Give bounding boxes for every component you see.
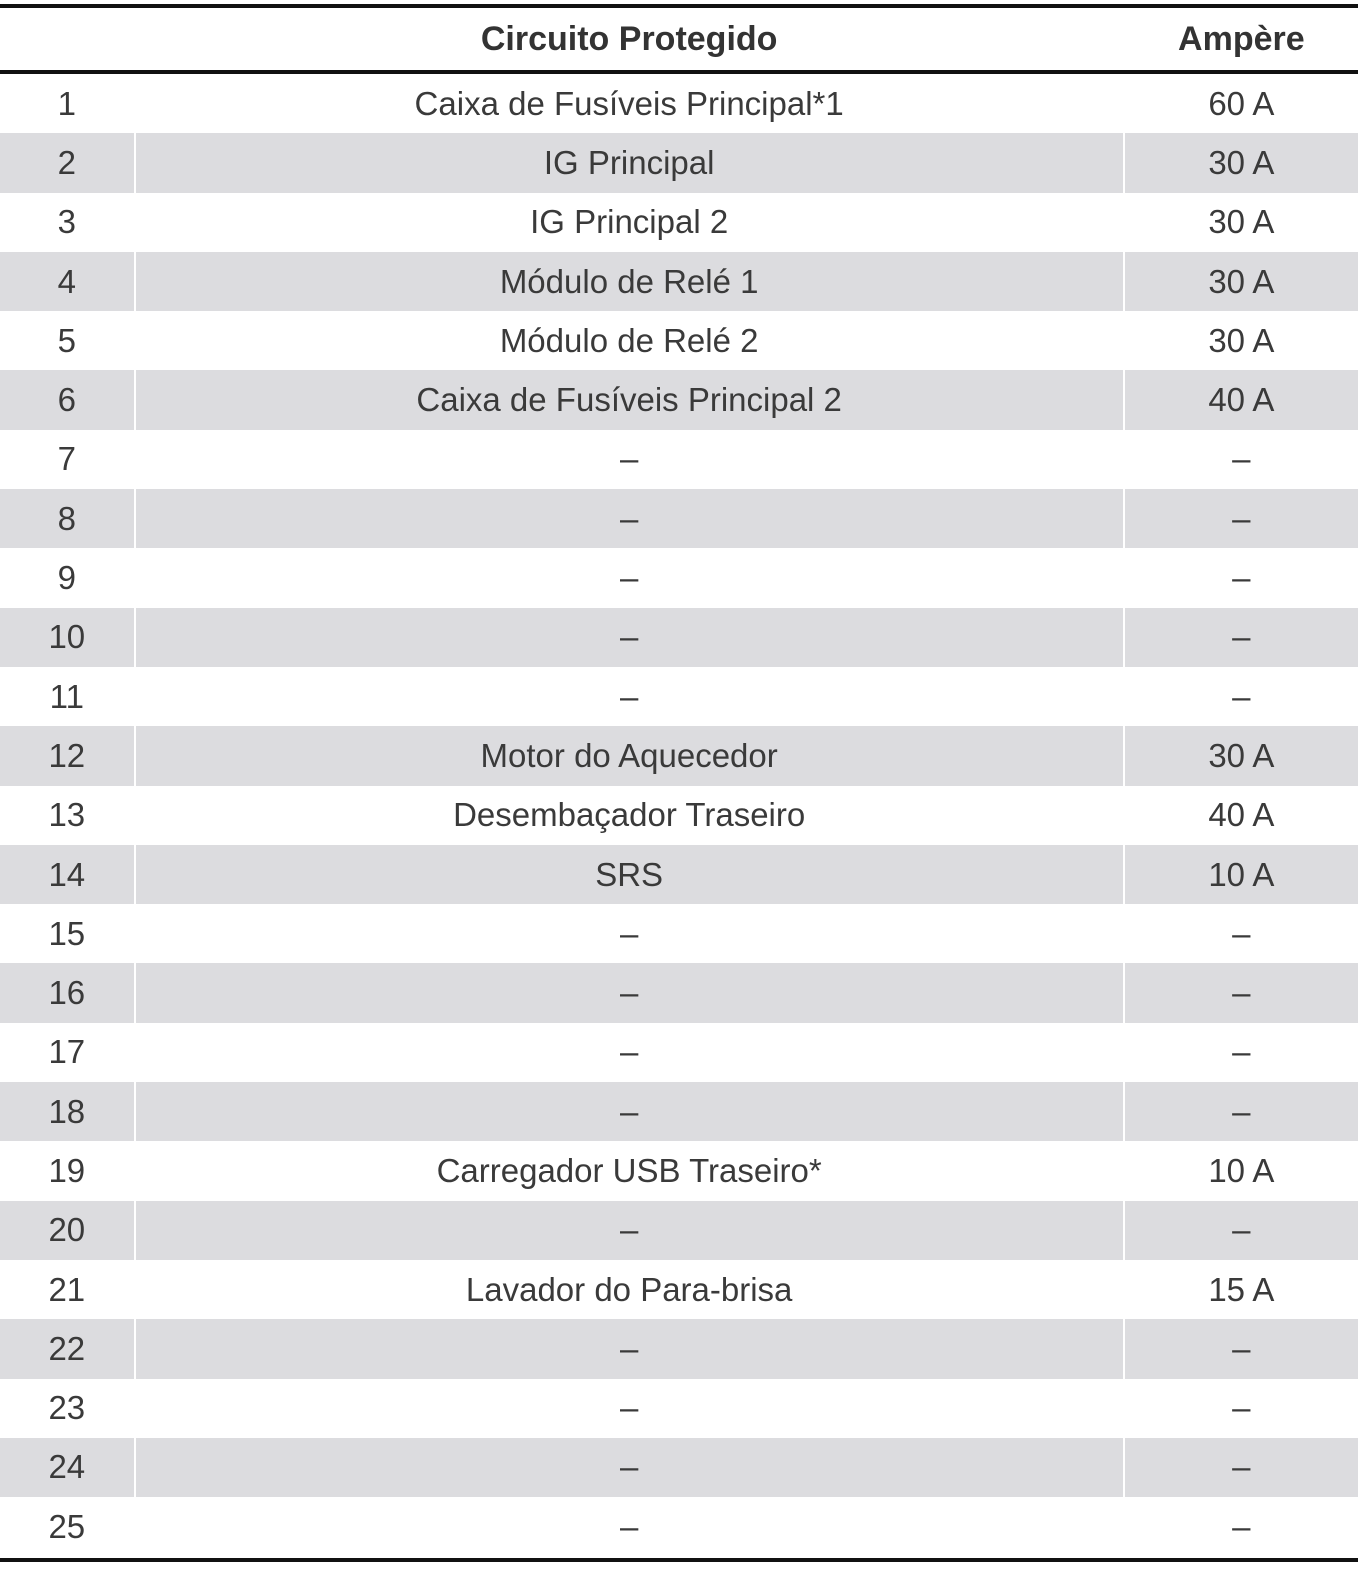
fuse-number: 10 xyxy=(48,618,86,656)
protected-circuit: – xyxy=(619,914,639,952)
table-row xyxy=(0,726,1358,785)
fuse-number: 9 xyxy=(57,559,76,597)
ampere-rating: – xyxy=(1232,1092,1251,1130)
protected-circuit: SRS xyxy=(595,855,664,893)
ampere-rating: 10 A xyxy=(1208,1151,1275,1189)
ampere-rating: 30 A xyxy=(1208,321,1275,359)
fuse-number: 16 xyxy=(48,974,86,1012)
table-row xyxy=(0,904,1358,963)
protected-circuit: Motor do Aquecedor xyxy=(480,736,778,774)
ampere-rating: – xyxy=(1232,618,1251,656)
table-row xyxy=(0,548,1358,607)
protected-circuit: Lavador do Para-brisa xyxy=(465,1270,793,1308)
table-row xyxy=(0,786,1358,845)
ampere-rating: – xyxy=(1232,1329,1251,1367)
ampere-rating: – xyxy=(1232,440,1251,478)
protected-circuit: – xyxy=(619,559,639,597)
table-row xyxy=(0,1141,1358,1200)
ampere-rating: – xyxy=(1232,1448,1251,1486)
ampere-rating: – xyxy=(1232,677,1251,715)
table-row xyxy=(0,370,1358,429)
fuse-number: 7 xyxy=(57,440,76,478)
fuse-number: 20 xyxy=(48,1211,86,1249)
protected-circuit: – xyxy=(619,677,639,715)
table-header-row xyxy=(0,8,1358,70)
ampere-rating: – xyxy=(1232,499,1251,537)
fuse-number: 4 xyxy=(57,262,76,300)
ampere-rating: 30 A xyxy=(1208,203,1275,241)
table-row xyxy=(0,1023,1358,1082)
protected-circuit: – xyxy=(619,974,639,1012)
table-row xyxy=(0,1319,1358,1378)
table-row xyxy=(0,845,1358,904)
ampere-rating: 15 A xyxy=(1208,1270,1275,1308)
header-circuit: Circuito Protegido xyxy=(480,19,778,58)
table-body xyxy=(0,74,1358,1556)
fuse-number: 1 xyxy=(57,84,76,122)
table-row xyxy=(0,133,1358,192)
table-row xyxy=(0,74,1358,133)
fuse-number: 12 xyxy=(48,736,86,774)
ampere-rating: 30 A xyxy=(1208,262,1275,300)
fuse-number: 18 xyxy=(48,1092,86,1130)
fuse-number: 21 xyxy=(48,1270,86,1308)
protected-circuit: Módulo de Relé 2 xyxy=(499,321,759,359)
ampere-rating: 30 A xyxy=(1208,736,1275,774)
protected-circuit: IG Principal 2 xyxy=(530,203,729,241)
fuse-number: 15 xyxy=(48,914,86,952)
fuse-number: 8 xyxy=(57,499,76,537)
table-row xyxy=(0,1260,1358,1319)
table-row xyxy=(0,430,1358,489)
fuse-number: 3 xyxy=(57,203,76,241)
fuse-number: 17 xyxy=(48,1033,86,1071)
fuse-number: 11 xyxy=(49,677,84,715)
protected-circuit: – xyxy=(619,1389,639,1427)
ampere-rating: – xyxy=(1232,914,1251,952)
protected-circuit: – xyxy=(619,1211,639,1249)
table-row xyxy=(0,311,1358,370)
protected-circuit: – xyxy=(619,1448,639,1486)
ampere-rating: 60 A xyxy=(1208,84,1275,122)
fuse-number: 22 xyxy=(48,1329,86,1367)
fuse-number: 13 xyxy=(48,796,86,834)
protected-circuit: – xyxy=(619,618,639,656)
ampere-rating: 40 A xyxy=(1208,381,1275,419)
table-row xyxy=(0,1497,1358,1556)
protected-circuit: IG Principal xyxy=(543,143,715,181)
fuse-number: 14 xyxy=(48,855,86,893)
table-row xyxy=(0,1438,1358,1497)
protected-circuit: – xyxy=(619,1092,639,1130)
table-row xyxy=(0,1379,1358,1438)
fuse-number: 23 xyxy=(48,1389,86,1427)
fuse-number: 25 xyxy=(48,1507,86,1545)
table-row xyxy=(0,489,1358,548)
table-bottom-rule xyxy=(0,1558,1358,1562)
protected-circuit: – xyxy=(619,499,639,537)
ampere-rating: 40 A xyxy=(1208,796,1275,834)
fuse-number: 19 xyxy=(48,1151,86,1189)
protected-circuit: Carregador USB Traseiro* xyxy=(436,1151,822,1189)
table-row xyxy=(0,252,1358,311)
ampere-rating: – xyxy=(1232,1211,1251,1249)
table-row xyxy=(0,608,1358,667)
ampere-rating: – xyxy=(1232,1507,1251,1545)
table-row xyxy=(0,1082,1358,1141)
protected-circuit: Desembaçador Traseiro xyxy=(453,796,806,834)
fuse-number: 5 xyxy=(57,321,76,359)
table-row xyxy=(0,963,1358,1022)
fuse-number: 6 xyxy=(57,381,76,419)
protected-circuit: – xyxy=(619,1033,639,1071)
ampere-rating: 10 A xyxy=(1208,855,1275,893)
ampere-rating: – xyxy=(1232,1389,1251,1427)
ampere-rating: – xyxy=(1232,559,1251,597)
protected-circuit: – xyxy=(619,1507,639,1545)
fuse-number: 24 xyxy=(48,1448,86,1486)
protected-circuit: Módulo de Relé 1 xyxy=(499,262,759,300)
protected-circuit: – xyxy=(619,440,639,478)
fuse-table xyxy=(0,4,1358,1562)
header-ampere: Ampère xyxy=(1178,19,1305,58)
table-row xyxy=(0,1201,1358,1260)
table-row xyxy=(0,667,1358,726)
protected-circuit: – xyxy=(619,1329,639,1367)
fuse-number: 2 xyxy=(57,143,76,181)
protected-circuit: Caixa de Fusíveis Principal*1 xyxy=(414,84,844,122)
table-row xyxy=(0,193,1358,252)
ampere-rating: 30 A xyxy=(1208,143,1275,181)
ampere-rating: – xyxy=(1232,1033,1251,1071)
protected-circuit: Caixa de Fusíveis Principal 2 xyxy=(416,381,842,419)
ampere-rating: – xyxy=(1232,974,1251,1012)
